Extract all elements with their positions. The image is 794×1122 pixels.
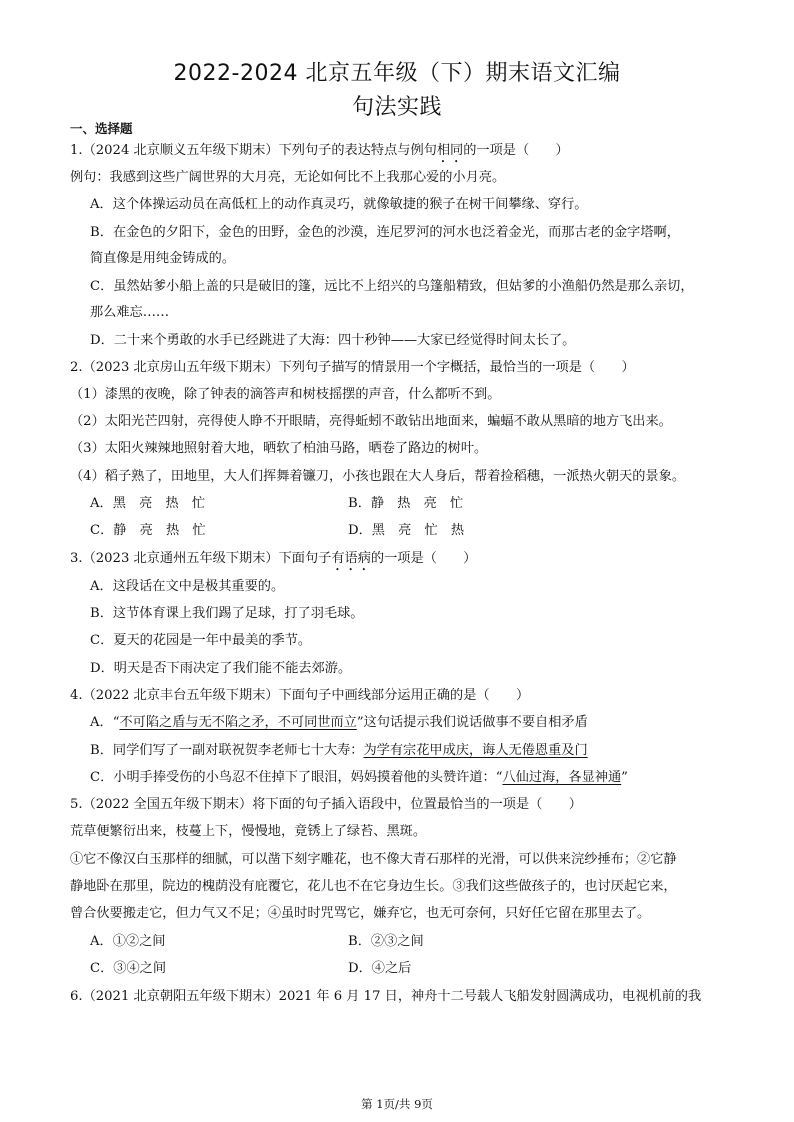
question-4-stem: 4.（2022 北京丰台五年级下期末）下面句子中画线部分运用正确的是（ ）: [70, 688, 530, 703]
question-2-option-c: C．静 亮 热 忙: [90, 523, 206, 538]
question-5-option-c: C．③④之间: [90, 961, 167, 976]
question-5-sentence: 荒草便繁衍出来，枝蔓上下，慢慢地，竟锈上了绿苔、黑斑。: [70, 824, 427, 839]
question-5-passage-3: 曾合伙要搬走它，但力气又不足；④虽时时咒骂它，嫌弃它，也无可奈何，只好任它留在那里去了。: [70, 906, 651, 921]
question-1-stem-pre: 1.（2024 北京顺义五年级下期末）下列句子的表达特点与例句: [70, 143, 437, 158]
question-5-passage-2: 静地卧在那里，院边的槐荫没有庇覆它，花儿也不在它身边生长。③我们这些做孩子的，也讨厌起它来，: [70, 879, 677, 894]
question-2-option-d: D．黑 亮 忙 热: [348, 523, 465, 538]
question-2-sentence-1: （1）漆黑的夜晚，除了钟表的滴答声和树枝摇摆的声音，什么都听不到。: [70, 387, 501, 402]
question-3-stem-post: 的一项是（ ）: [370, 551, 477, 566]
question-4-option-b: [90, 740, 588, 762]
question-5-passage-1: ①它不像汉白玉那样的细腻，可以凿下刻字雕花，也不像大青石那样的光滑，可以供来浣纱捶布；②它静: [70, 852, 677, 867]
question-1-option-b: B．在金色的夕阳下，金色的田野，金色的沙漠，连尼罗河的河水也泛着金光，而那古老的金字塔啊，: [90, 225, 680, 240]
question-4-option-c-underlined: 八仙过海，各显神通: [502, 770, 622, 785]
question-1-stem: [70, 140, 569, 166]
question-6-stem: 6.（2021 北京朝阳五年级下期末）2021 年 6 月 17 日，神舟十二号载人飞船发射圆满成功，电视机前的我: [70, 989, 702, 1004]
question-3-option-a: A．这段话在文中是极其重要的。: [90, 579, 285, 594]
question-3-stem-pre: 3.（2023 北京通州五年级下期末）下面句子: [70, 551, 332, 566]
question-4-option-b-underlined: 为学有宗花甲成庆，诲人无倦恩重及门: [363, 743, 588, 758]
question-1-option-b-cont: 简直像是用纯金铸成的。: [90, 251, 236, 266]
question-5-stem: 5.（2022 全国五年级下期末）将下面的句子插入语段中，位置最恰当的一项是（ ）: [70, 797, 582, 812]
question-2-option-b: B．静 热 亮 忙: [348, 496, 464, 511]
question-4-option-c-post: ”: [621, 770, 628, 785]
question-4-option-a-post: ”这句话提示我们说话做事不要自相矛盾: [356, 715, 588, 730]
document-subtitle: 句法实践: [351, 95, 442, 120]
question-3-option-b: B．这节体育课上我们踢了足球，打了羽毛球。: [90, 606, 364, 621]
question-1-option-c: C．虽然姑爹小船上盖的只是破旧的篷，远比不上绍兴的乌篷船精致，但姑爹的小渔船仍然是那么亲切，: [90, 279, 694, 294]
question-1-example: 例句：我感到这些广阔世界的大月亮，无论如何比不上我那心爱的小月亮。: [70, 170, 506, 185]
question-5-option-d: D．④之后: [348, 961, 412, 976]
question-4-option-c-pre: C．小明手捧受伤的小鸟忍不住掉下了眼泪，妈妈摸着他的头赞许道：“: [90, 770, 503, 785]
section-heading: 一、选择题: [70, 121, 133, 136]
question-2-sentence-4: （4）稻子熟了，田地里，大人们挥舞着镰刀，小孩也跟在大人身后，帮着捡稻穗，一派热火朝天的景象。: [70, 469, 686, 484]
question-1-emphasis: 相同: [436, 143, 464, 158]
question-3-option-c: C．夏天的花园是一年中最美的季节。: [90, 633, 312, 648]
question-2-stem: 2.（2023 北京房山五年级下期末）下列句子描写的情景用一个字概括，最恰当的一项是（ ）: [70, 360, 635, 375]
question-4-option-c: [90, 767, 628, 789]
question-1-option-a: A．这个体操运动员在高低杠上的动作真灵巧，就像敏捷的猴子在树干间攀缘、穿行。: [90, 197, 588, 212]
question-2-option-a: A．黑 亮 热 忙: [90, 496, 206, 511]
question-3-emphasis: 有语病: [331, 551, 371, 566]
question-3-stem: [70, 548, 476, 574]
question-4-option-b-pre: B．同学们写了一副对联祝贺李老师七十大寿：: [90, 743, 364, 758]
question-1-option-c-cont: 那么难忘……: [90, 305, 170, 320]
question-4-option-a-underlined: 不可陷之盾与无不陷之矛，不可同世而立: [119, 715, 357, 730]
question-2-sentence-2: （2）太阳光芒四射，亮得使人睁不开眼睛，亮得蚯蚓不敢钻出地面来，蝙蝠不敢从黑暗的地方飞出来。: [70, 414, 672, 429]
document-title: 2022-2024 北京五年级（下）期末语文汇编: [173, 61, 621, 86]
question-1-stem-post: 的一项是（ ）: [463, 143, 569, 158]
question-4-option-a-pre: A．“: [90, 715, 120, 730]
page-footer: 第 1页/共 9页: [361, 1097, 433, 1111]
question-5-option-b: B．②③之间: [348, 934, 424, 949]
question-2-sentence-3: （3）太阳火辣辣地照射着大地，晒软了柏油马路，晒卷了路边的树叶。: [70, 441, 488, 456]
question-1-option-d: D．二十来个勇敢的水手已经跳进了大海：四十秒钟——大家已经觉得时间太长了。: [90, 333, 576, 348]
question-3-option-d: D．明天是否下雨决定了我们能不能去郊游。: [90, 661, 352, 676]
question-4-option-a: [90, 712, 588, 734]
question-5-option-a: A．①②之间: [90, 934, 166, 949]
